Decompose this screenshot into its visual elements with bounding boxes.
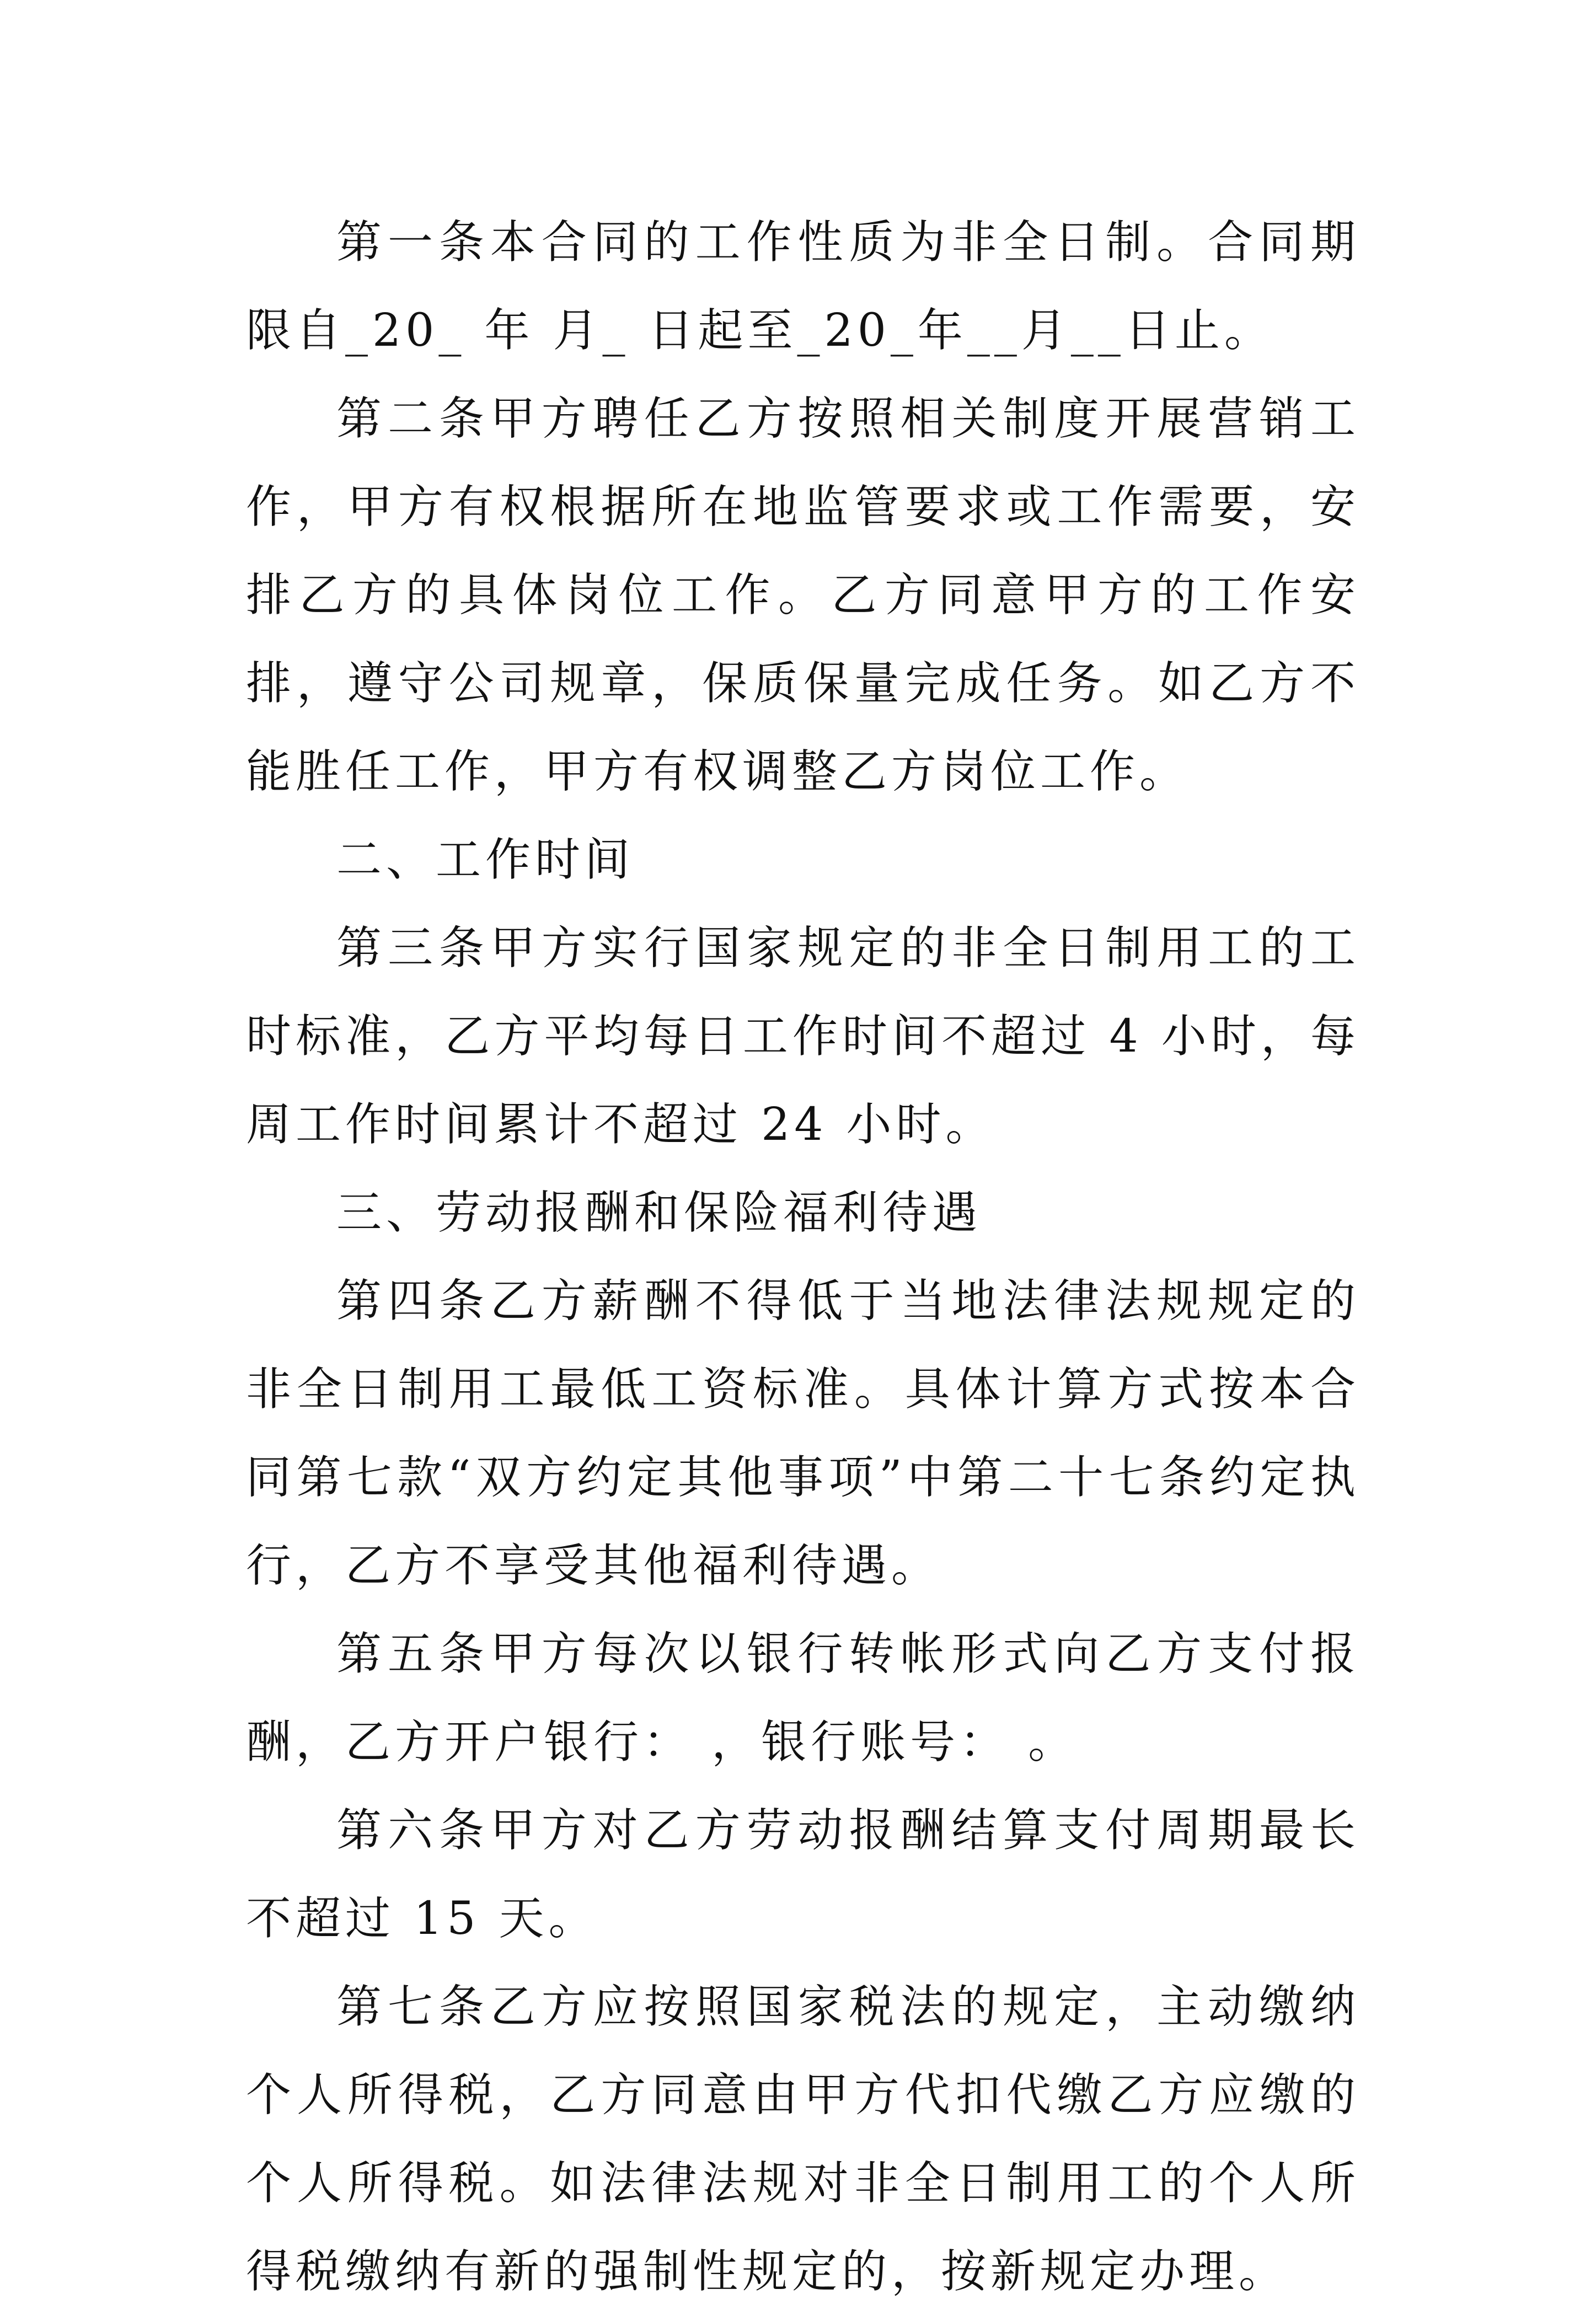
section-heading-compensation: 三、劳动报酬和保险福利待遇 bbox=[336, 1187, 982, 1239]
article-4-paragraph: 第四条乙方薪酬不得低于当地法律法规规定的非全日制用工最低工资标准。具体计算方式按本合同第七款“双方约定其他事项”中第二十七条约定执行，乙方不享受其他福利待遇。 bbox=[246, 1275, 1360, 1592]
article-3-paragraph: 第三条甲方实行国家规定的非全日制用工的工时标准，乙方平均每日工作时间不超过 4 小时，每周工作时间累计不超过 24 小时。 bbox=[246, 922, 1360, 1151]
document-body bbox=[246, 199, 1360, 2316]
article-1-paragraph: 第一条本合同的工作性质为非全日制。合同期限自_20_ 年 月_ 日起至_20_年__月__日止。 bbox=[246, 216, 1360, 357]
article-6-paragraph: 第六条甲方对乙方劳动报酬结算支付周期最长不超过 15 天。 bbox=[246, 1804, 1360, 1945]
article-5-paragraph: 第五条甲方每次以银行转帐形式向乙方支付报酬，乙方开户银行： ，银行账号： 。 bbox=[246, 1628, 1360, 1768]
section-heading-work-time: 二、工作时间 bbox=[336, 834, 635, 886]
article-7-paragraph: 第七条乙方应按照国家税法的规定，主动缴纳个人所得税，乙方同意由甲方代扣代缴乙方应缴的个人所得税。如法律法规对非全日制用工的个人所得税缴纳有新的强制性规定的，按新规定办理。 bbox=[246, 1981, 1360, 2298]
article-2-paragraph: 第二条甲方聘任乙方按照相关制度开展营销工作，甲方有权根据所在地监管要求或工作需要，安排乙方的具体岗位工作。乙方同意甲方的工作安排，遵守公司规章，保质保量完成任务。如乙方不能胜任工作，甲方有权调整乙方岗位工作。 bbox=[246, 393, 1360, 798]
